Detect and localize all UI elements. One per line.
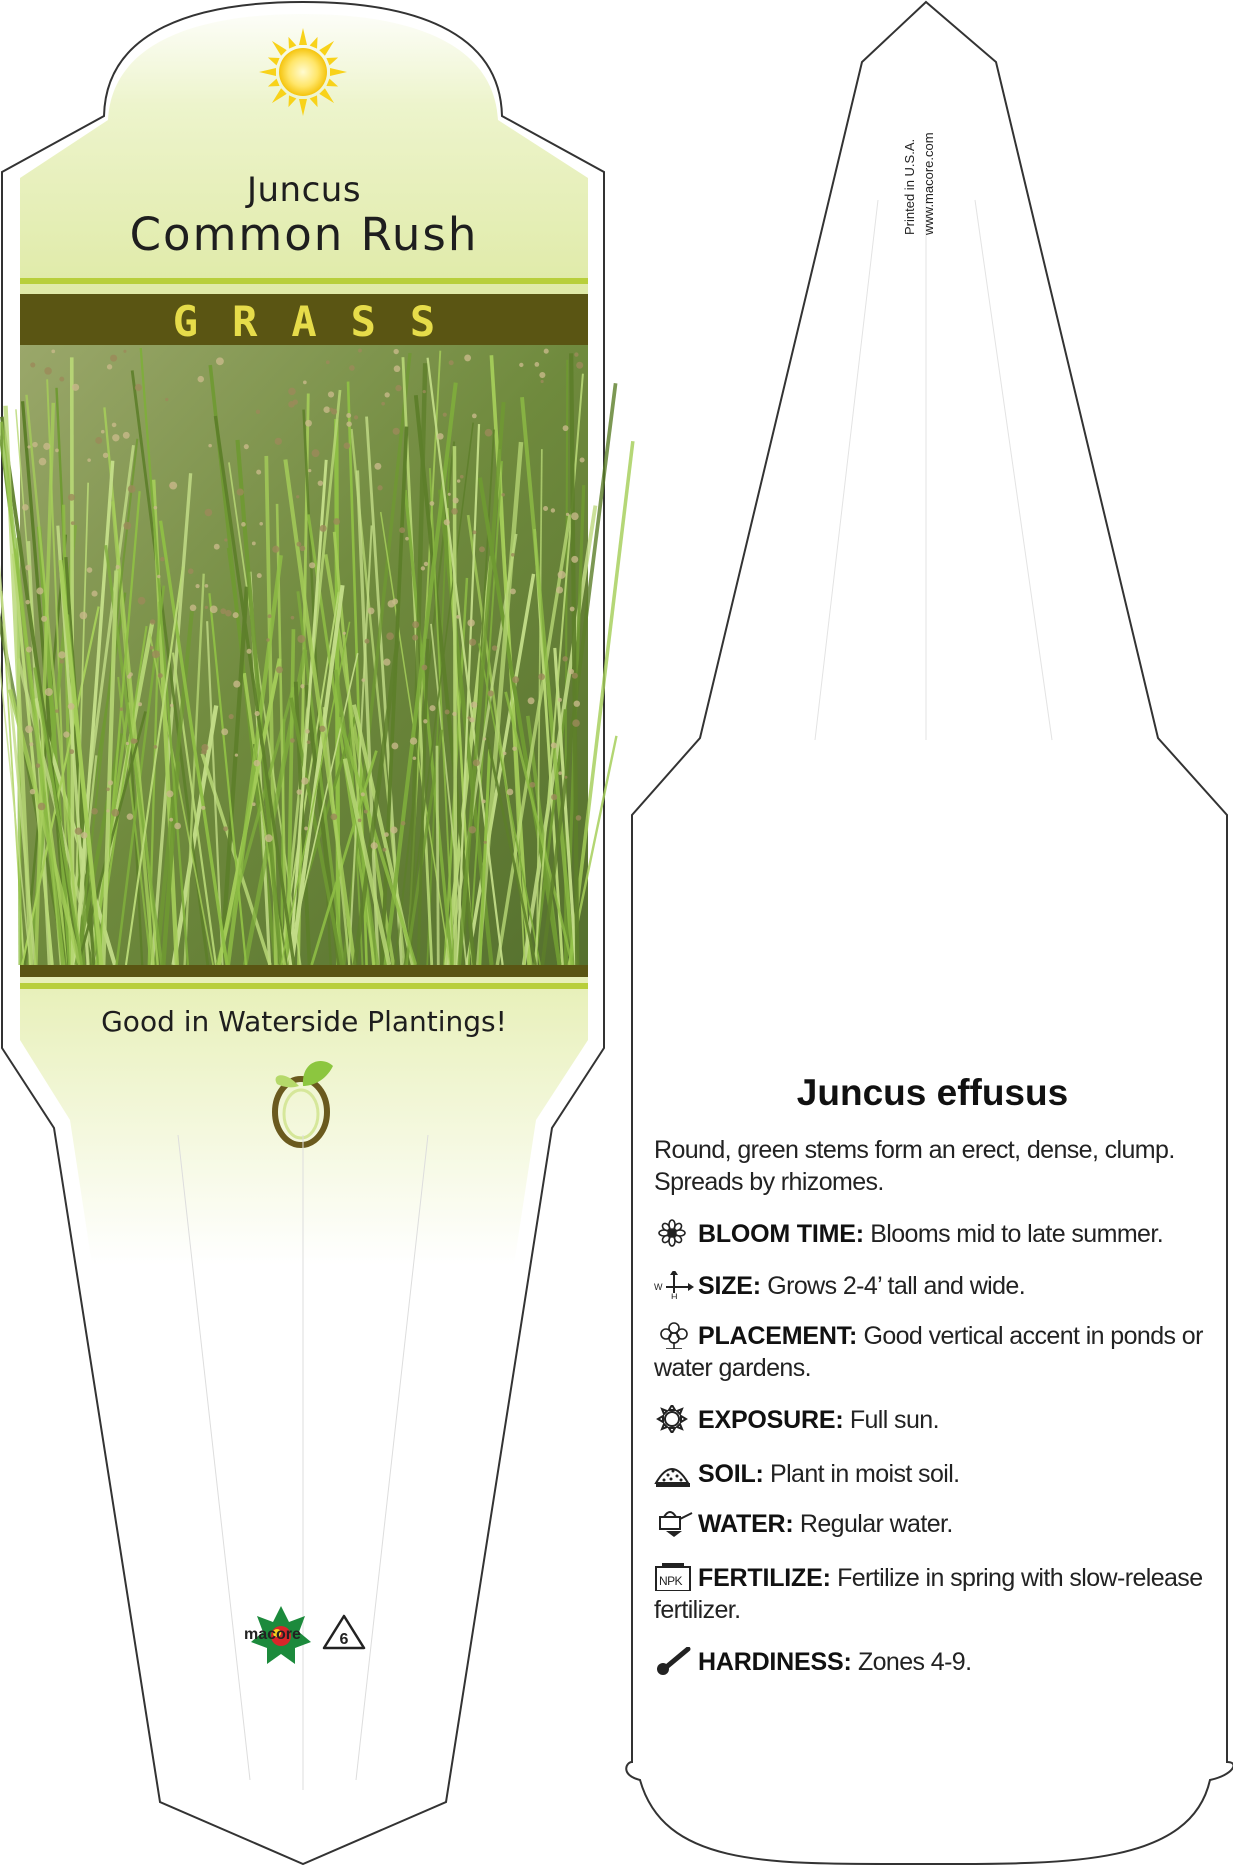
- size-h-letter: H: [671, 1292, 677, 1299]
- printed-line-1: Printed in U.S.A.: [902, 138, 917, 235]
- npk-text: NPK: [659, 1574, 682, 1588]
- size-arrows-icon: [654, 1271, 694, 1299]
- water-label: WATER:: [698, 1510, 794, 1538]
- plant-description: Round, green stems form an erect, dense, clump. Spreads by rhizomes.: [654, 1136, 1175, 1196]
- fertilize-label: FERTILIZE:: [698, 1564, 831, 1592]
- attr-soil: [654, 1458, 1214, 1490]
- bloom-time-value: Blooms mid to late summer.: [870, 1220, 1164, 1248]
- scientific-name: Juncus effusus: [796, 1072, 1069, 1113]
- exposure-value: Full sun.: [849, 1406, 939, 1434]
- soil-label: SOIL:: [698, 1460, 764, 1488]
- category-label: GRASS: [172, 296, 470, 346]
- soil-pile-icon: [654, 1459, 694, 1487]
- size-value: Grows 2-4’ tall and wide.: [767, 1272, 1026, 1300]
- attr-placement: [654, 1320, 1214, 1384]
- water-value: Regular water.: [799, 1510, 953, 1538]
- attr-bloom-time: [654, 1218, 1214, 1250]
- tagline: Good in Waterside Plantings!: [101, 1005, 507, 1038]
- printed-info: [900, 95, 940, 245]
- exposure-label: EXPOSURE:: [698, 1406, 844, 1434]
- brand-name: macore: [244, 1626, 301, 1643]
- placement-label: PLACEMENT:: [698, 1322, 858, 1350]
- recycle-code: 6: [339, 1631, 349, 1648]
- watering-can-icon: [654, 1509, 694, 1537]
- attr-size: [654, 1270, 1214, 1302]
- sun-icon: [259, 28, 347, 116]
- attr-hardiness: [654, 1646, 1214, 1678]
- bloom-time-label: BLOOM TIME:: [698, 1220, 864, 1248]
- attr-water: [654, 1508, 1214, 1540]
- placement-plant-icon: [654, 1321, 694, 1349]
- soil-value: Plant in moist soil.: [770, 1460, 960, 1488]
- size-label: SIZE:: [698, 1272, 761, 1300]
- size-w-letter: W: [654, 1282, 662, 1292]
- flower-icon: [654, 1219, 694, 1247]
- grass-photo: [0, 345, 633, 965]
- hardiness-value: Zones 4-9.: [857, 1648, 972, 1676]
- npk-icon: [654, 1563, 694, 1591]
- hardiness-label: HARDINESS:: [698, 1648, 852, 1676]
- thermometer-icon: [654, 1647, 694, 1675]
- genus-name: Juncus: [246, 170, 362, 210]
- attr-exposure: [654, 1404, 1214, 1436]
- common-name: Common Rush: [129, 208, 479, 261]
- fertilize-value: Fertilize in spring with slow-release fertilizer.: [654, 1564, 1203, 1624]
- sun-icon: [654, 1405, 694, 1433]
- attr-fertilize: [654, 1562, 1214, 1626]
- printed-line-2: www.macore.com: [921, 132, 936, 235]
- placement-value: Good vertical accent in ponds or water gardens.: [654, 1322, 1203, 1382]
